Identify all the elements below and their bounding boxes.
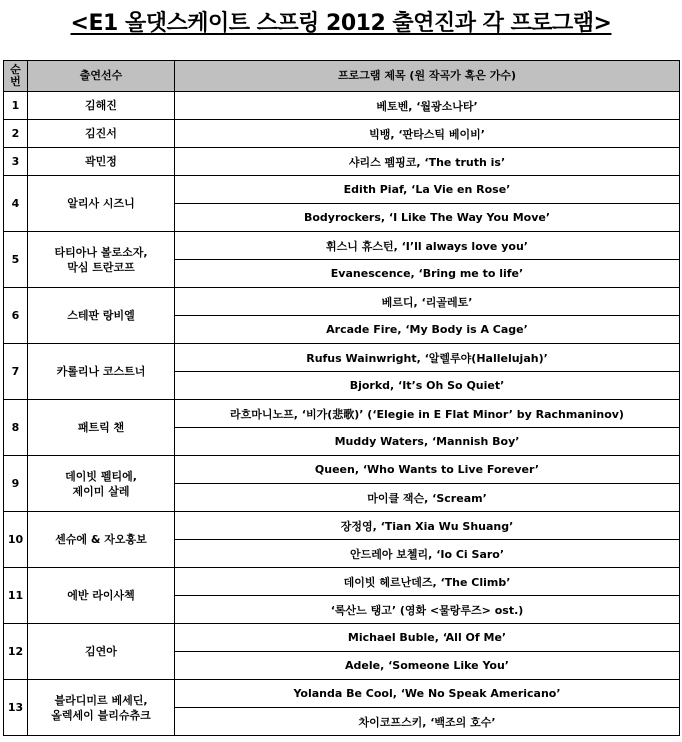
program-title: Yolanda Be Cool, ‘We No Speak Americano’ bbox=[175, 680, 680, 708]
skater-name: 알리사 시즈니 bbox=[28, 176, 175, 232]
table-row bbox=[4, 512, 680, 540]
table-row bbox=[4, 568, 680, 596]
header-number bbox=[4, 61, 28, 92]
skater-name: 스테판 랑비엘 bbox=[28, 288, 175, 344]
program-title: 빅뱅, ‘판타스틱 베이비’ bbox=[175, 120, 680, 148]
program-title: Adele, ‘Someone Like You’ bbox=[175, 652, 680, 680]
row-number: 12 bbox=[4, 624, 28, 680]
table-row bbox=[4, 624, 680, 652]
program-title: 휘스니 휴스턴, ‘I’ll always love you’ bbox=[175, 232, 680, 260]
table-row bbox=[4, 344, 680, 372]
table-row bbox=[4, 120, 680, 148]
header-program: 프로그램 제목 (원 작곡가 혹은 가수) bbox=[175, 61, 680, 92]
program-title: ‘록산느 탱고’ (영화 <물랑루즈> ost.) bbox=[175, 596, 680, 624]
program-title: 데이빗 헤르난데즈, ‘The Climb’ bbox=[175, 568, 680, 596]
program-title: 안드레아 보첼리, ‘Io Ci Saro’ bbox=[175, 540, 680, 568]
program-title: Edith Piaf, ‘La Vie en Rose’ bbox=[175, 176, 680, 204]
skater-name: 김연아 bbox=[28, 624, 175, 680]
program-title: Arcade Fire, ‘My Body is A Cage’ bbox=[175, 316, 680, 344]
skater-name: 데이빗 펠티에, 제이미 살레 bbox=[28, 456, 175, 512]
table-header-row bbox=[4, 61, 680, 92]
skater-name: 타티아나 볼로소자, 막심 트란코프 bbox=[28, 232, 175, 288]
header-number-label: 순 번 bbox=[10, 63, 21, 88]
table-row bbox=[4, 176, 680, 204]
program-title: Michael Buble, ‘All Of Me’ bbox=[175, 624, 680, 652]
table-row bbox=[4, 148, 680, 176]
row-number: 7 bbox=[4, 344, 28, 400]
table-row bbox=[4, 232, 680, 260]
row-number: 11 bbox=[4, 568, 28, 624]
program-title: Queen, ‘Who Wants to Live Forever’ bbox=[175, 456, 680, 484]
row-number: 9 bbox=[4, 456, 28, 512]
program-title: 샤리스 펨핑코, ‘The truth is’ bbox=[175, 148, 680, 176]
program-title: Muddy Waters, ‘Mannish Boy’ bbox=[175, 428, 680, 456]
program-title: Bjorkd, ‘It’s Oh So Quiet’ bbox=[175, 372, 680, 400]
program-title: Rufus Wainwright, ‘알렐루야(Hallelujah)’ bbox=[175, 344, 680, 372]
performers-table bbox=[3, 60, 680, 736]
program-title: 라흐마니노프, ‘비가(悲歌)’ (‘Elegie in E Flat Minor’ by Rachmaninov) bbox=[175, 400, 680, 428]
program-title: Bodyrockers, ‘I Like The Way You Move’ bbox=[175, 204, 680, 232]
program-title: 마이클 잭슨, ‘Scream’ bbox=[175, 484, 680, 512]
row-number: 8 bbox=[4, 400, 28, 456]
table-body bbox=[4, 92, 680, 736]
program-title: Evanescence, ‘Bring me to life’ bbox=[175, 260, 680, 288]
table-row bbox=[4, 680, 680, 708]
table-row bbox=[4, 400, 680, 428]
program-title: 장정영, ‘Tian Xia Wu Shuang’ bbox=[175, 512, 680, 540]
page-title: <E1 올댓스케이트 스프링 2012 출연진과 각 프로그램> bbox=[70, 11, 612, 36]
row-number: 4 bbox=[4, 176, 28, 232]
skater-name: 센슈에 & 자오홍보 bbox=[28, 512, 175, 568]
skater-name: 카롤리나 코스트너 bbox=[28, 344, 175, 400]
row-number: 5 bbox=[4, 232, 28, 288]
header-skater: 출연선수 bbox=[28, 61, 175, 92]
row-number: 1 bbox=[4, 92, 28, 120]
skater-name: 에반 라이사첵 bbox=[28, 568, 175, 624]
program-title: 베토벤, ‘월광소나타’ bbox=[175, 92, 680, 120]
program-title: 베르디, ‘리골레토’ bbox=[175, 288, 680, 316]
skater-name: 김해진 bbox=[28, 92, 175, 120]
skater-name: 곽민정 bbox=[28, 148, 175, 176]
skater-name: 패트릭 챈 bbox=[28, 400, 175, 456]
row-number: 3 bbox=[4, 148, 28, 176]
skater-name: 김진서 bbox=[28, 120, 175, 148]
row-number: 10 bbox=[4, 512, 28, 568]
table-row bbox=[4, 456, 680, 484]
program-title: 차이코프스키, ‘백조의 호수’ bbox=[175, 708, 680, 736]
table-row bbox=[4, 288, 680, 316]
row-number: 2 bbox=[4, 120, 28, 148]
table-row bbox=[4, 92, 680, 120]
row-number: 6 bbox=[4, 288, 28, 344]
skater-name: 블라디미르 베세딘, 올렉세이 블리슈츄크 bbox=[28, 680, 175, 736]
row-number: 13 bbox=[4, 680, 28, 736]
